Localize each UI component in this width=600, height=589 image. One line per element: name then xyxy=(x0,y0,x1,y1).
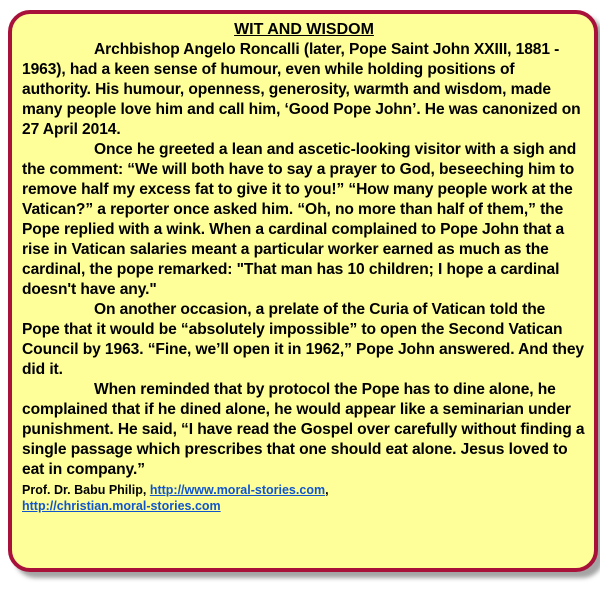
story-title: WIT AND WISDOM xyxy=(234,21,374,38)
moral-stories-link[interactable]: http://www.moral-stories.com xyxy=(149,483,326,497)
paragraph-intro: Archbishop Angelo Roncalli (later, Pope Saint John XXIII, 1881 - 1963), had a keen sense of humour, even while holding positions of authority. His humour, openness, generosity, warmth and wisdom, made many people love him and call him, ‘Good Pope John’. He was canonized on 27 April 2014. xyxy=(22,41,581,138)
paragraph-dining: When reminded that by protocol the Pope has to dine alone, he complained that if he dined alone, he would appear like a seminarian under punishment. He said, “I have read the Gospel over carefully without finding a single passage which prescribes that one should eat alone. Jesus loved to eat in company.” xyxy=(22,381,585,478)
paragraph-anecdotes: Once he greeted a lean and ascetic-looking visitor with a sigh and the comment: “We will both have to say a prayer to God, beseeching him to remove half my excess fat to give it to you!” “How many people work at the Vatican?” a reporter once asked him. “Oh, no more than half of them,” the Pope replied with a wink. When a cardinal complained to Pope John that a rise in Vatican salaries meant a particular worker earned as much as the cardinal, the pope remarked: "That man has 10 children; I hope a cardinal doesn't have any." xyxy=(22,141,577,298)
paragraph-council: On another occasion, a prelate of the Curia of Vatican told the Pope that it would be “absolutely impossible” to open the Second Vatican Council by 1963. “Fine, we’ll open it in 1962,” Pope John answered. And they did it. xyxy=(22,301,584,378)
credit-author: Prof. Dr. Babu Philip, xyxy=(22,483,147,497)
credit-line xyxy=(22,482,586,514)
credit-separator: , xyxy=(325,483,329,497)
christian-moral-stories-link[interactable]: http://christian.moral-stories.com xyxy=(22,499,221,513)
story-card xyxy=(8,10,598,572)
